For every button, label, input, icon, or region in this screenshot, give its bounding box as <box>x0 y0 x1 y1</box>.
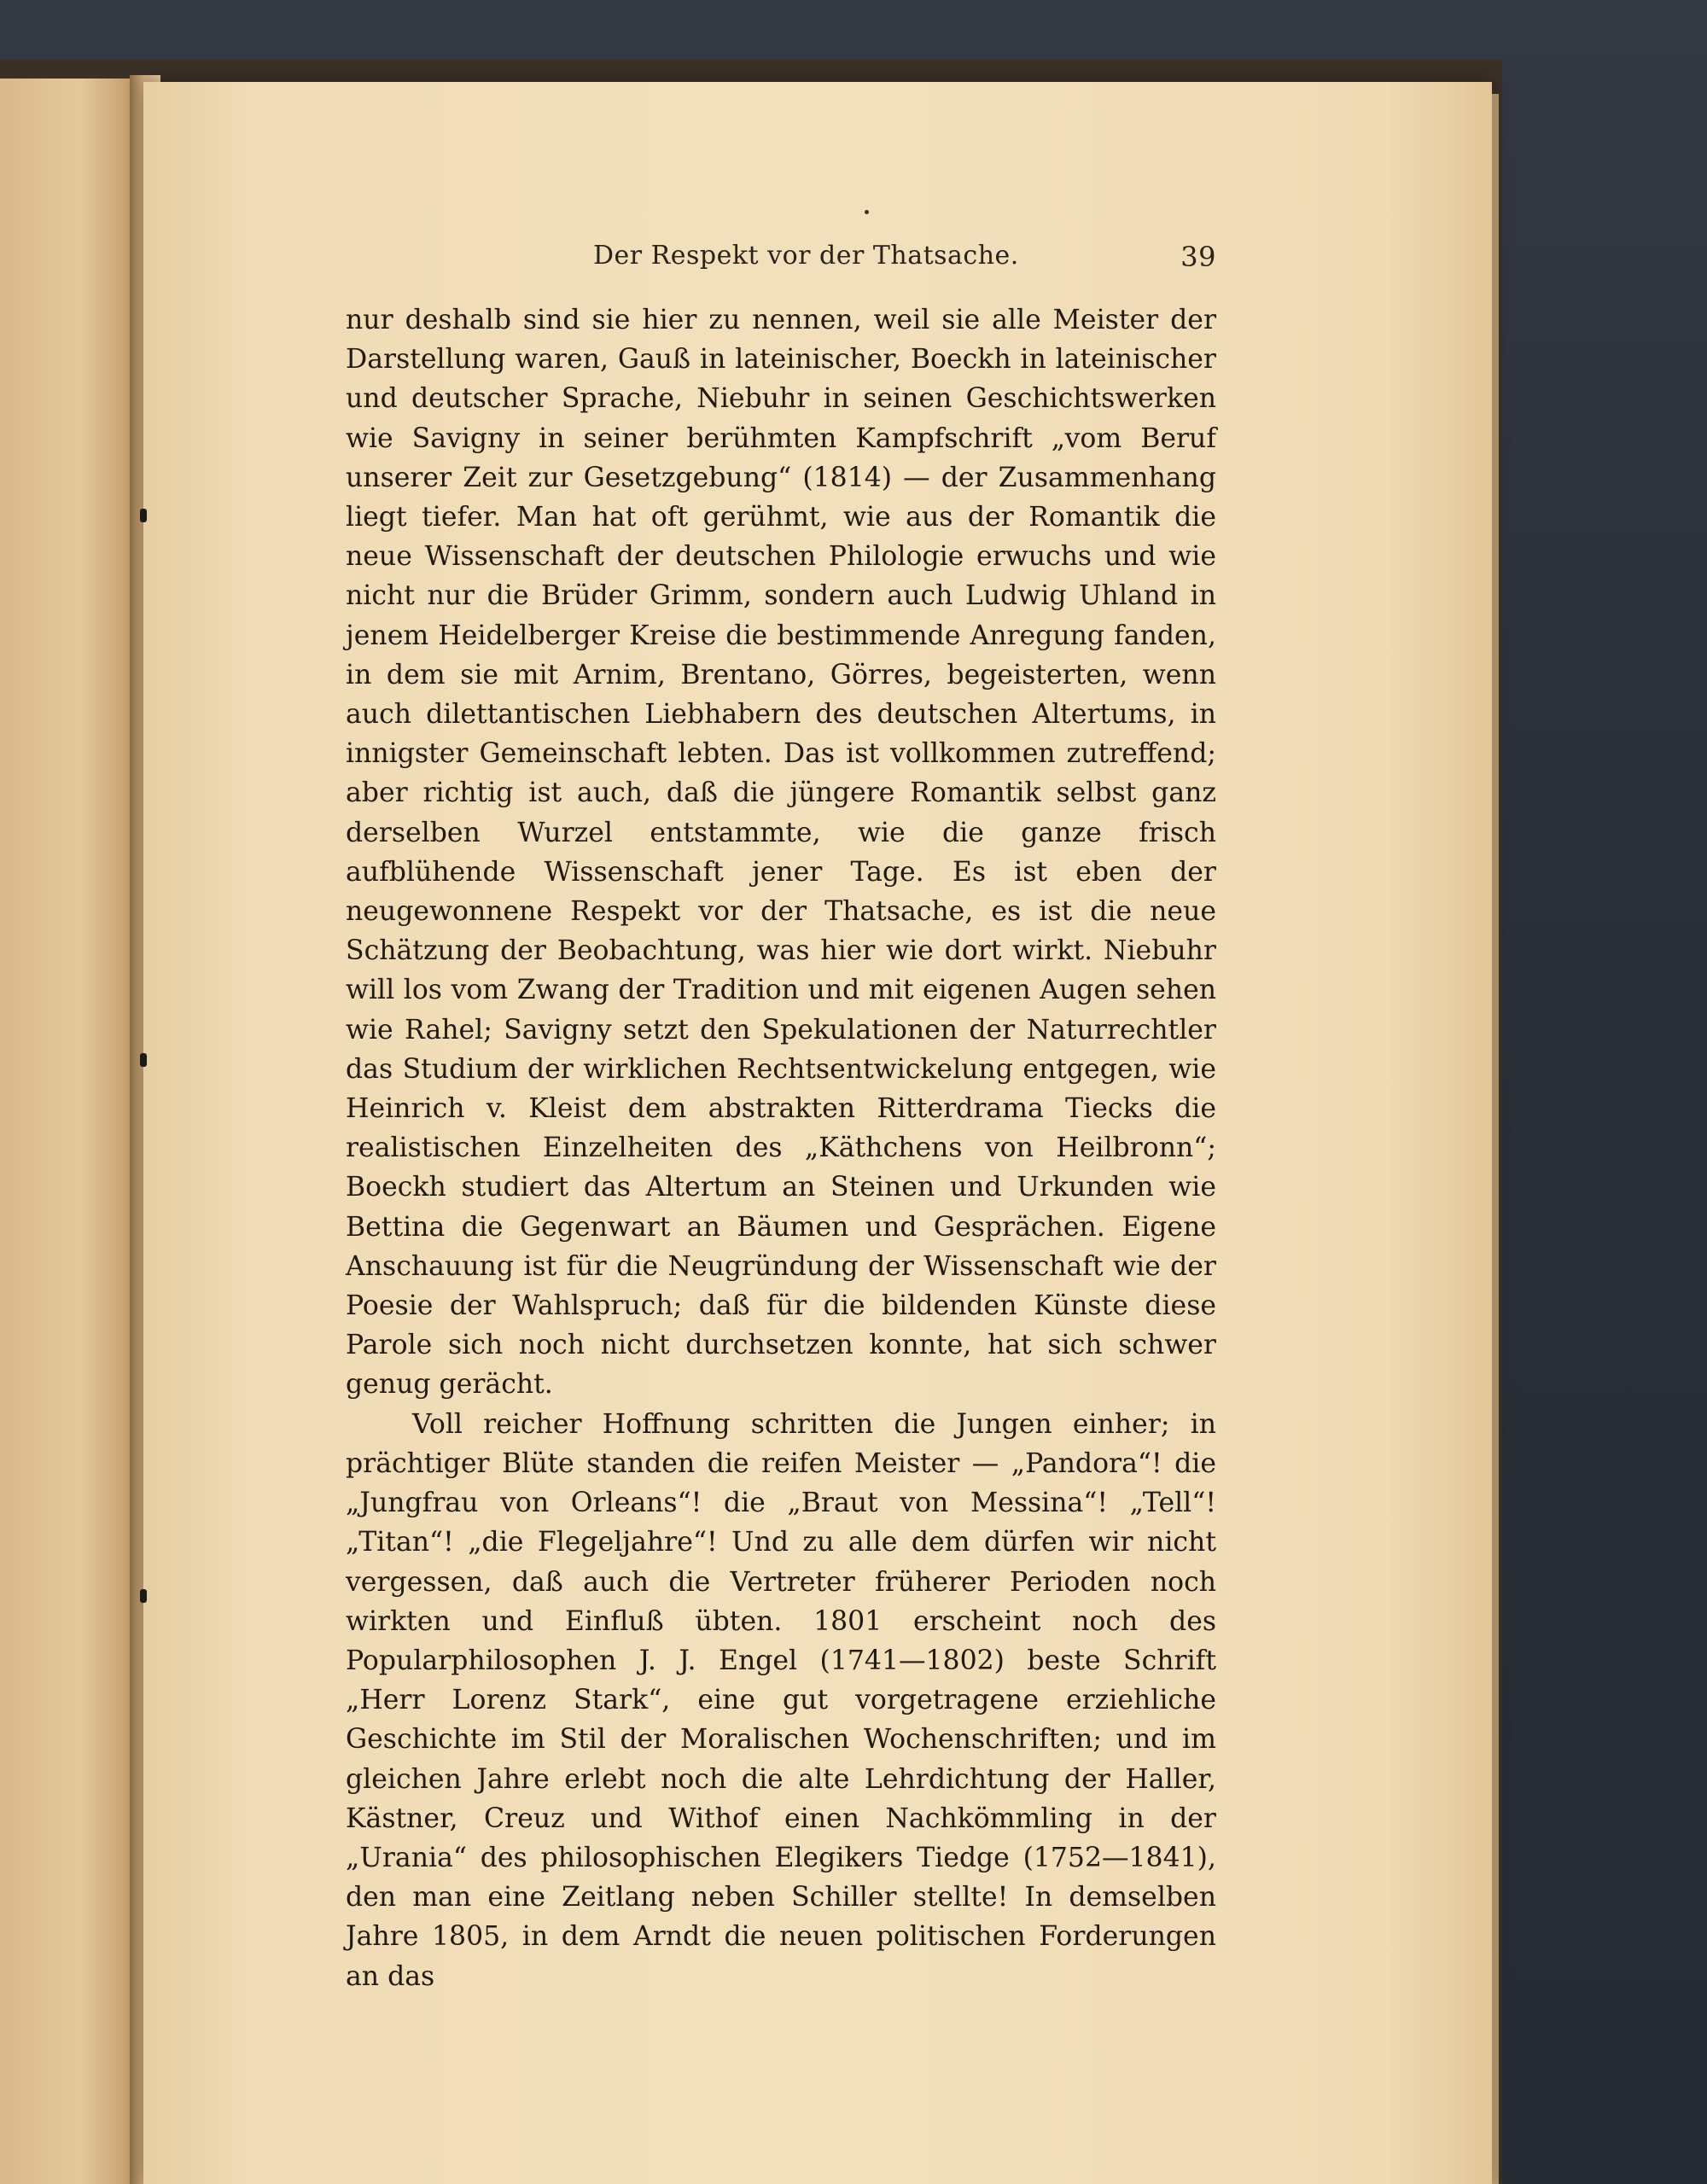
running-head <box>346 241 1216 275</box>
binding-thread-mark <box>140 509 147 522</box>
paragraph: nur deshalb sind sie hier zu nennen, weil sie alle Meister der Darstellung waren, Gauß in lateinischer, Boeckh in lateinischer und deutscher Sprache, Niebuhr in seinen Geschichtswerken wie Savigny in seiner berühmten Kampfschrift „vom Beruf unserer Zeit zur Gesetzgebung“ (1814) — der Zusammenhang liegt tiefer. Man hat oft gerühmt, wie aus der Romantik die neue Wissenschaft der deutschen Philologie erwuchs und wie nicht nur die Brüder Grimm, sondern auch Ludwig Uhland in jenem Heidelberger Kreise die bestimmende Anregung fanden, in dem sie mit Arnim, Brentano, Görres, begeisterten, wenn auch dilettantischen Liebhabern des deutschen Altertums, in innigster Gemeinschaft lebten. Das ist vollkommen zutreffend; aber richtig ist auch, daß die jüngere Romantik selbst ganz derselben Wurzel entstammte, wie die ganze frisch aufblühende Wissenschaft jener Tage. Es ist eben der neugewonnene Respekt vor der Thatsache, es ist die neue Schätzung der Beobachtung, was hier wie dort wirkt. Niebuhr will los vom Zwang der Tradition und mit eigenen Augen sehen wie Rahel; Savigny setzt den Spekulationen der Naturrechtler das Studium der wirklichen Rechtsentwickelung entgegen, wie Heinrich v. Kleist dem abstrakten Ritterdrama Tiecks die realistischen Einzelheiten des „Käthchens von Heilbronn“; Boeckh studiert das Altertum an Steinen und Urkunden wie Bettina die Gegenwart an Bäumen und Gesprächen. Eigene Anschauung ist für die Neugründung der Wissenschaft wie der Poesie der Wahlspruch; daß für die bildenden Künste diese Parole sich noch nicht durchsetzen konnte, hat sich schwer genug gerächt. <box>346 305 1216 1401</box>
page-body <box>346 300 1216 1996</box>
page-number: 39 <box>1180 241 1216 273</box>
running-head-title: Der Respekt vor der Thatsache. <box>593 241 1019 271</box>
paragraph: Voll reicher Hoffnung schritten die Jungen einher; in prächtiger Blüte standen die reifen Meister — „Pandora“! die „Jungfrau von Orleans“! die „Braut von Messina“! „Tell“! „Titan“! „die Flegeljahre“! Und zu alle dem dürfen wir nicht vergessen, daß auch die Vertreter früherer Perioden noch wirkten und Einfluß übten. 1801 erscheint noch des Popularphilosophen J. J. Engel (1741—1802) beste Schrift „Herr Lorenz Stark“, eine gut vorgetragene erziehliche Geschichte im Stil der Moralischen Wochenschriften; und im gleichen Jahre erlebt noch die alte Lehrdichtung der Haller, Kästner, Creuz und Withof einen Nachkömmling in der „Urania“ des philosophischen Elegikers Tiedge (1752—1841), den man eine Zeitlang neben Schiller stellte! In demselben Jahre 1805, in dem Arndt die neuen politischen Forderungen an das <box>346 1408 1216 1992</box>
binding-thread-mark <box>140 1589 147 1603</box>
facing-page-edge <box>0 79 143 2184</box>
binding-thread-mark <box>140 1053 147 1067</box>
print-speck <box>865 210 869 214</box>
